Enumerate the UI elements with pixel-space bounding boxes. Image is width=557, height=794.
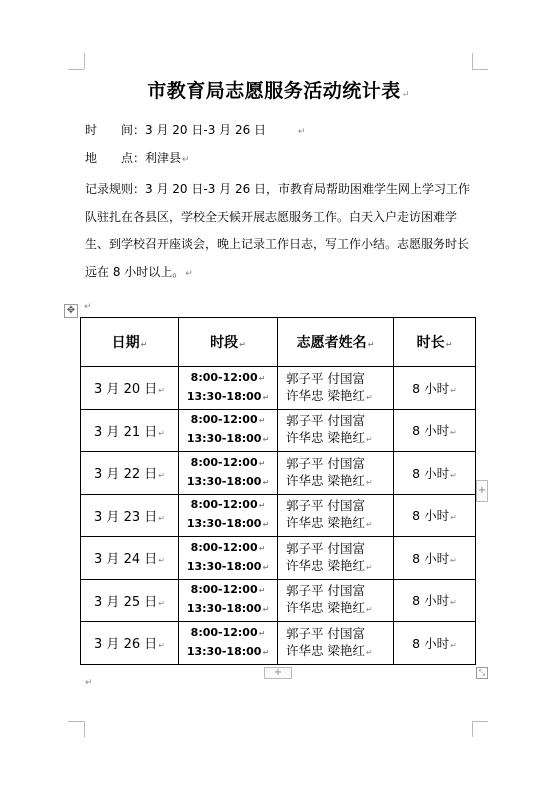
return-arrow-icon: ↵: [401, 90, 410, 100]
date-cell[interactable]: 3 月 24 日↵: [81, 537, 179, 580]
return-arrow-icon: ↵: [262, 520, 270, 530]
duration-cell[interactable]: 8 小时↵: [394, 367, 476, 410]
time-line[interactable]: [85, 121, 305, 138]
duration-cell[interactable]: 8 小时↵: [394, 537, 476, 580]
return-arrow-icon: ↵: [450, 640, 457, 650]
title-text: 市教育局志愿服务活动统计表: [147, 80, 401, 102]
time-label: 时 间：: [85, 123, 146, 137]
date-cell[interactable]: 3 月 20 日↵: [81, 367, 179, 410]
place-value: 利津县: [145, 151, 182, 165]
return-arrow-icon: ↵: [158, 513, 165, 523]
return-arrow-icon: ↵: [365, 562, 373, 572]
return-arrow-icon: ↵: [239, 340, 246, 349]
duration-cell[interactable]: 8 小时↵: [394, 494, 476, 537]
return-arrow-icon: ↵: [258, 543, 266, 553]
table-row: [81, 409, 476, 452]
date-cell[interactable]: 3 月 21 日↵: [81, 409, 179, 452]
period-cell[interactable]: 8:00-12:00↵ 13:30-18:00↵: [179, 452, 278, 495]
period-cell[interactable]: 8:00-12:00↵ 13:30-18:00↵: [179, 409, 278, 452]
return-arrow-icon: ↵: [365, 647, 373, 657]
date-cell[interactable]: 3 月 26 日↵: [81, 622, 179, 665]
return-arrow-icon: ↵: [450, 385, 457, 395]
period-cell[interactable]: 8:00-12:00↵ 13:30-18:00↵: [179, 622, 278, 665]
return-arrow-icon: ↵: [258, 501, 266, 511]
rules-text: 3 月 20 日-3 月 26 日，市教育局帮助困难学生网上学习工作队驻扎在各县区，学校全天候开展志愿服务工作。白天入户走访困难学生、到学校召开座谈会，晚上记录工作日志，写工作小结。志愿服务时长远在 8 小时以上。: [85, 182, 471, 279]
crop-mark: [68, 721, 84, 722]
return-arrow-icon: ↵: [450, 555, 457, 565]
names-cell[interactable]: 郭子平 付国富 许华忠 梁艳红↵: [278, 452, 394, 495]
table-row: [81, 537, 476, 580]
table-row: [81, 452, 476, 495]
move-arrows-icon[interactable]: ✥: [64, 304, 78, 318]
header-duration[interactable]: 时长↵: [394, 318, 476, 367]
return-arrow-icon: ↵: [158, 471, 165, 481]
add-row-button[interactable]: +: [264, 667, 292, 679]
return-arrow-icon: ↵: [258, 416, 266, 426]
date-cell[interactable]: 3 月 22 日↵: [81, 452, 179, 495]
names-cell[interactable]: 郭子平 付国富 许华忠 梁艳红↵: [278, 367, 394, 410]
volunteer-stats-table[interactable]: [80, 317, 476, 665]
table-row: [81, 494, 476, 537]
return-arrow-icon: ↵: [182, 155, 190, 165]
table-row: [81, 367, 476, 410]
return-arrow-icon: ↵: [85, 678, 93, 688]
return-arrow-icon: ↵: [258, 628, 266, 638]
return-arrow-icon: ↵: [365, 605, 373, 615]
return-arrow-icon: ↵: [262, 435, 270, 445]
table-header-row: [81, 318, 476, 367]
names-cell[interactable]: 郭子平 付国富 许华忠 梁艳红↵: [278, 409, 394, 452]
return-arrow-icon: ↵: [262, 477, 270, 487]
resize-diagonal-icon[interactable]: ⤡: [476, 667, 488, 679]
crop-mark: [84, 53, 85, 69]
crop-mark: [472, 721, 488, 722]
return-arrow-icon: ↵: [158, 598, 165, 608]
return-arrow-icon: ↵: [258, 373, 266, 383]
return-arrow-icon: ↵: [450, 428, 457, 438]
add-column-button[interactable]: +: [476, 480, 488, 502]
crop-mark: [84, 721, 85, 737]
crop-mark: [68, 69, 84, 70]
rules-label: 记录规则：: [85, 182, 146, 196]
names-cell[interactable]: 郭子平 付国富 许华忠 梁艳红↵: [278, 622, 394, 665]
return-arrow-icon: ↵: [158, 556, 165, 566]
place-label: 地 点：: [85, 151, 146, 165]
return-arrow-icon: ↵: [262, 392, 270, 402]
names-cell[interactable]: 郭子平 付国富 许华忠 梁艳红↵: [278, 537, 394, 580]
return-arrow-icon: ↵: [450, 513, 457, 523]
return-arrow-icon: ↵: [450, 470, 457, 480]
period-cell[interactable]: 8:00-12:00↵ 13:30-18:00↵: [179, 537, 278, 580]
period-cell[interactable]: 8:00-12:00↵ 13:30-18:00↵: [179, 579, 278, 622]
duration-cell[interactable]: 8 小时↵: [394, 409, 476, 452]
return-arrow-icon: ↵: [185, 268, 193, 279]
header-date[interactable]: 日期↵: [81, 318, 179, 367]
return-arrow-icon: ↵: [262, 647, 270, 657]
period-cell[interactable]: 8:00-12:00↵ 13:30-18:00↵: [179, 367, 278, 410]
return-arrow-icon: ↵: [84, 302, 92, 312]
place-line[interactable]: [85, 149, 190, 166]
return-arrow-icon: ↵: [258, 458, 266, 468]
header-period[interactable]: 时段↵: [179, 318, 278, 367]
crop-mark: [472, 721, 473, 737]
date-cell[interactable]: 3 月 25 日↵: [81, 579, 179, 622]
crop-mark: [472, 53, 473, 69]
return-arrow-icon: ↵: [262, 562, 270, 572]
return-arrow-icon: ↵: [158, 641, 165, 651]
duration-cell[interactable]: 8 小时↵: [394, 579, 476, 622]
return-arrow-icon: ↵: [262, 605, 270, 615]
return-arrow-icon: ↵: [450, 598, 457, 608]
return-arrow-icon: ↵: [445, 340, 453, 349]
return-arrow-icon: ↵: [367, 340, 375, 349]
time-value: 3 月 20 日-3 月 26 日: [145, 123, 267, 137]
return-arrow-icon: ↵: [365, 392, 373, 402]
return-arrow-icon: ↵: [158, 386, 165, 396]
return-arrow-icon: ↵: [258, 586, 266, 596]
return-arrow-icon: ↵: [297, 127, 306, 137]
date-cell[interactable]: 3 月 23 日↵: [81, 494, 179, 537]
return-arrow-icon: ↵: [365, 477, 373, 487]
duration-cell[interactable]: 8 小时↵: [394, 452, 476, 495]
header-volunteer-names[interactable]: 志愿者姓名↵: [278, 318, 394, 367]
table-row: [81, 579, 476, 622]
names-cell[interactable]: 郭子平 付国富 许华忠 梁艳红↵: [278, 579, 394, 622]
names-cell[interactable]: 郭子平 付国富 许华忠 梁艳红↵: [278, 494, 394, 537]
return-arrow-icon: ↵: [158, 428, 165, 438]
period-cell[interactable]: 8:00-12:00↵ 13:30-18:00↵: [179, 494, 278, 537]
rules-paragraph[interactable]: [85, 176, 473, 288]
duration-cell[interactable]: 8 小时↵: [394, 622, 476, 665]
document-title[interactable]: [0, 76, 557, 103]
return-arrow-icon: ↵: [365, 520, 373, 530]
return-arrow-icon: ↵: [140, 340, 148, 349]
crop-mark: [472, 69, 488, 70]
table-row: [81, 622, 476, 665]
return-arrow-icon: ↵: [365, 435, 373, 445]
